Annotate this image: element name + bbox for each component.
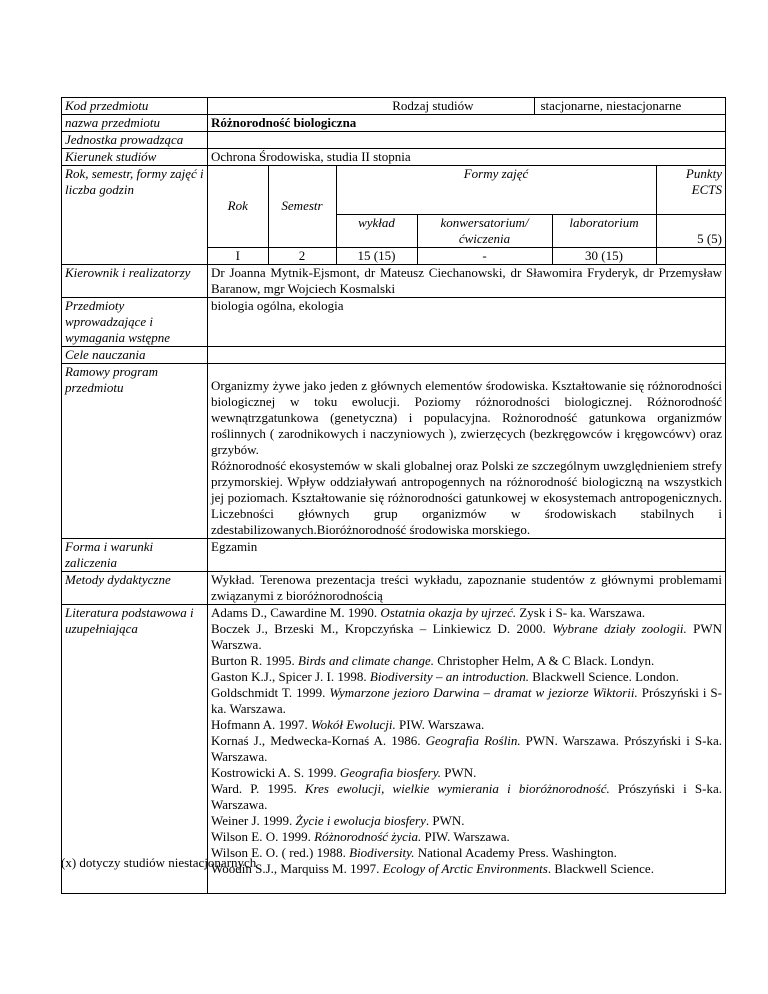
label-metody: Metody dydaktyczne (62, 571, 208, 604)
program-paragraph: Różnorodność ekosystemów w skali globalnej oraz Polski ze szczególnym uwzględnieniem strefy przymorskiej. Wpływ oddziaływań antropogennych na różnorodność biologiczną na wszystkich jej poziomach. Kształtowanie się różnorodności gatunkowej w ekosystemach antropogenicznych. Liczebności głównych grup organizmów w środowiskach stabilnych i zdestabilizowanych.Bioróżnorodność środowiska morskiego. (211, 457, 722, 537)
row-metody (62, 571, 726, 604)
konw-label: konwersatorium/ ćwiczenia (417, 214, 552, 247)
course-table (61, 97, 726, 894)
row-forms (62, 166, 726, 265)
jednostka-value (208, 132, 726, 149)
formy-label: Formy zajęć (463, 166, 529, 181)
literature-list (208, 604, 726, 893)
label-ramowy: Ramowy program przedmiotu (62, 363, 208, 538)
row-kod (62, 98, 726, 115)
forma-value: Egzamin (208, 538, 726, 571)
label-kod: Kod przedmiotu (62, 98, 208, 115)
literature-item: Ward. P. 1995. Kres ewolucji, wielkie wymierania i bioróżnorodność. Prószyński i S-ka. Warszawa. (211, 780, 722, 812)
row-nazwa (62, 115, 726, 132)
row-jednostka (62, 132, 726, 149)
literature-item: Boczek J., Brzeski M., Kropczyńska – Linkiewicz D. 2000. Wybrane działy zoologii. PWN Warszwa. (211, 620, 723, 652)
forms-table (208, 166, 725, 264)
label-jednostka: Jednostka prowadząca (62, 132, 208, 149)
label-literatura: Literatura podstawowa i uzupełniająca (62, 604, 208, 893)
row-kierownik (62, 264, 726, 297)
label-forma: Forma i warunki zaliczenia (62, 538, 208, 571)
label-kierownik: Kierownik i realizatorzy (62, 264, 208, 297)
label-przedmioty: Przedmioty wprowadzające i wymagania wstępne (62, 297, 208, 346)
literature-item: Weiner J. 1999. Życie i ewolucja biosfery. PWN. (211, 812, 465, 828)
literature-item: Adams D., Cawardine M. 1990. Ostatnia okazja by ujrzeć. Zysk i S- ka. Warszawa. (211, 604, 646, 620)
literature-item: Wilson E. O. ( red.) 1988. Biodiversity. National Academy Press. Washington. (211, 844, 617, 860)
konw-value: - (417, 247, 552, 264)
literature-item: Kostrowicki A. S. 1999. Geografia biosfery. PWN. (211, 764, 477, 780)
kierownik-value: Dr Joanna Mytnik-Ejsmont, dr Mateusz Ciechanowski, dr Sławomira Fryderyk, dr Przemysław Baranow, mgr Wojciech Kosmalski (208, 264, 726, 297)
program-description (208, 363, 726, 538)
lab-value: 30 (15) (552, 247, 656, 264)
literature-item: Hofmann A. 1997. Wokół Ewolucji. PIW. Warszawa. (211, 716, 485, 732)
cele-value (208, 346, 726, 363)
label-nazwa: nazwa przedmiotu (62, 115, 208, 132)
wyklad-value: 15 (15) (336, 247, 417, 264)
row-literatura (62, 604, 726, 893)
row-ramowy (62, 363, 726, 538)
lab-label: laboratorium (552, 214, 656, 247)
kierunek-value: Ochrona Środowiska, studia II stopnia (208, 149, 726, 166)
metody-value: Wykład. Terenowa prezentacja treści wykładu, zapoznanie studentów z głównymi problemami związanymi z bioróżnorodnością (208, 571, 726, 604)
rok-label: Rok (208, 198, 268, 231)
footnote: (x) dotyczy studiów niestacjonarnych (61, 855, 257, 870)
literature-item: Burton R. 1995. Birds and climate change. Christopher Helm, A & C Black. Londyn. (211, 652, 655, 668)
row-forma (62, 538, 726, 571)
label-kierunek: Kierunek studiów (62, 149, 208, 166)
row-cele (62, 346, 726, 363)
course-name: Różnorodność biologiczna (208, 115, 726, 132)
rodzaj-label: Rodzaj studiów (208, 98, 534, 114)
label-rok-sem: Rok, semestr, formy zajęć i liczba godzin (62, 166, 208, 265)
program-paragraph: Organizmy żywe jako jeden z głównych elementów środowiska. Kształtowanie się różnorodności biologicznej w toku ewolucji. Poziomy różnorodności biologicznej. Różnorodność wewnątrzgatunkowa (genetyczna) i populacyjna. Rożnorodność gatunkowa organizmów roślinnych ( zarodnikowych i naczyniowych ), zwierzęcych (bezkręgowców i kręgowcówv) oraz grzybów. (211, 377, 722, 457)
rok-value: I (208, 247, 268, 264)
literature-item: Wilson E. O. 1999. Różnorodność życia. PIW. Warszawa. (211, 828, 510, 844)
punkty-label: Punkty ECTS (656, 166, 725, 198)
rodzaj-value: stacjonarne, niestacjonarne (534, 98, 725, 114)
literature-item: Gaston K.J., Spicer J. I. 1998. Biodiversity – an introduction. Blackwell Science. London. (211, 668, 679, 684)
literature-item: Goldschmidt T. 1999. Wymarzone jezioro Darwina – dramat w jeziorze Wiktorii. Prószyński i S-ka. Warszawa. (211, 684, 722, 716)
label-cele: Cele nauczania (62, 346, 208, 363)
przedmioty-value: biologia ogólna, ekologia (208, 297, 726, 346)
literature-item: Woodin S.J., Marquiss M. 1997. Ecology of Arctic Environments. Blackwell Science. (211, 860, 654, 876)
literature-item: Kornaś J., Medwecka-Kornaś A. 1986. Geografia Roślin. PWN. Warszawa. Prószyński i S-ka. Warszawa. (211, 732, 722, 764)
row-przedmioty (62, 297, 726, 346)
semestr-value: 2 (268, 247, 336, 264)
course-sheet (61, 97, 725, 894)
row-kierunek (62, 149, 726, 166)
ects-value: 5 (5) (656, 214, 725, 247)
semestr-label: Semestr (268, 198, 336, 231)
wyklad-label: wykład (336, 214, 417, 247)
